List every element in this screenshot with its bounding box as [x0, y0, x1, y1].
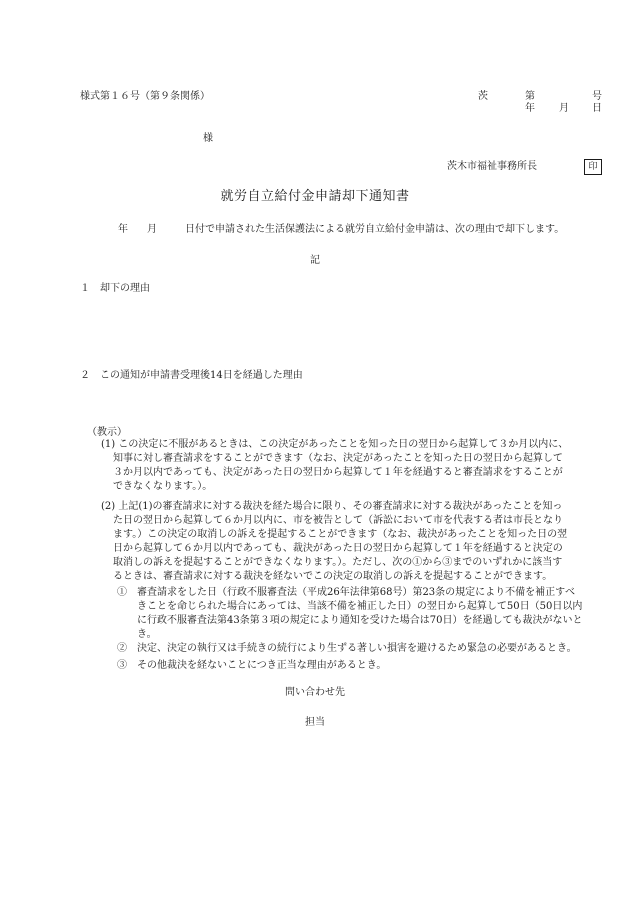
addressee-suffix: 様: [203, 133, 213, 144]
instruction-case-3: [117, 659, 612, 673]
text-line: 知事に対し審査請求をすることができます（なお、決定があったことを知った日の翌日から起算して: [113, 453, 563, 464]
intro-year: 年: [118, 224, 128, 235]
person-in-charge-label: 担当: [305, 717, 325, 728]
text-line: 取消しの訴えを提起することができなくなります。）。ただし、次の①から③までのいずれかに該当す: [113, 557, 563, 568]
issuer: 茨木市福祉事務所長: [447, 161, 537, 172]
text-line: ② 決定、決定の執行又は手続きの続行により生ずる著しい損害を避けるため緊急の必要があるとき。: [117, 643, 577, 654]
text-line: (1) この決定に不服があるときは、この決定があったことを知った日の翌日から起算して３か月以内に、: [101, 439, 569, 450]
text-line: ３か月以内であっても、決定があった日の翌日から起算して１年を経過すると審査請求をすることが: [113, 467, 563, 478]
text-line: るときは、審査請求に対する裁決を経ないでこの決定の取消しの訴えを提起することができます。: [113, 571, 553, 582]
text-line: 日から起算して６か月以内であっても、裁決があった日の翌日から起算して１年を経過すると決定の: [113, 543, 563, 554]
contact-heading: 問い合わせ先: [285, 687, 345, 698]
text-line: できなくなります。）。: [113, 481, 213, 492]
text-line: ③ その他裁決を経ないことにつき正当な理由があるとき。: [117, 660, 387, 671]
text-line: に行政不服審査法第43条第３項の規定により通知を受けた場合は70日）を経過しても裁決がないと: [117, 615, 583, 626]
intro-text: 日付で申請された生活保護法による就労自立給付金申請は、次の理由で却下します。: [185, 224, 565, 235]
seal-box: 印: [584, 159, 602, 175]
text-line: た日の翌日から起算して６か月以内に、市を被告として（訴訟において市を代表する者は市長となり: [113, 515, 563, 526]
doc-number-prefix: 茨: [478, 91, 488, 102]
text-line: き。: [117, 629, 157, 640]
instruction-case-1: [117, 586, 607, 642]
doc-number-dai: 第: [525, 91, 535, 102]
form-number: 様式第１６号（第９条関係）: [80, 91, 210, 102]
text-line: ます。）この決定の取消しの訴えを提起することができます（なお、裁決があったことを知った日の翌: [113, 529, 568, 540]
text-line: ① 審査請求をした日（行政不服審査法（平成26年法律第68号）第23条の規定により不備を補正すべ: [117, 587, 575, 598]
instruction-para-1: [101, 438, 606, 494]
section-rejection-reason: １ 却下の理由: [80, 283, 150, 294]
text-line: (2) 上記(1)の審査請求に対する裁決を経た場合に限り、その審査請求に対する裁決があったことを知っ: [101, 501, 563, 512]
ki-heading: 記: [310, 255, 320, 266]
instruction-para-2: [101, 500, 606, 584]
section-delay-reason: ２ この通知が申請書受理後14日を経過した理由: [80, 370, 303, 381]
date-day: 日: [592, 103, 602, 114]
date-month: 月: [559, 103, 569, 114]
instruction-heading: （教示）: [87, 427, 127, 438]
doc-number-go: 号: [592, 91, 602, 102]
intro-month: 月: [147, 224, 157, 235]
text-line: きことを命じられた場合にあっては、当該不備を補正した日）の翌日から起算して50日（50日以内: [117, 601, 583, 612]
instruction-case-2: [117, 642, 612, 656]
document-title: 就労自立給付金申請却下通知書: [220, 189, 410, 204]
date-year: 年: [525, 103, 535, 114]
